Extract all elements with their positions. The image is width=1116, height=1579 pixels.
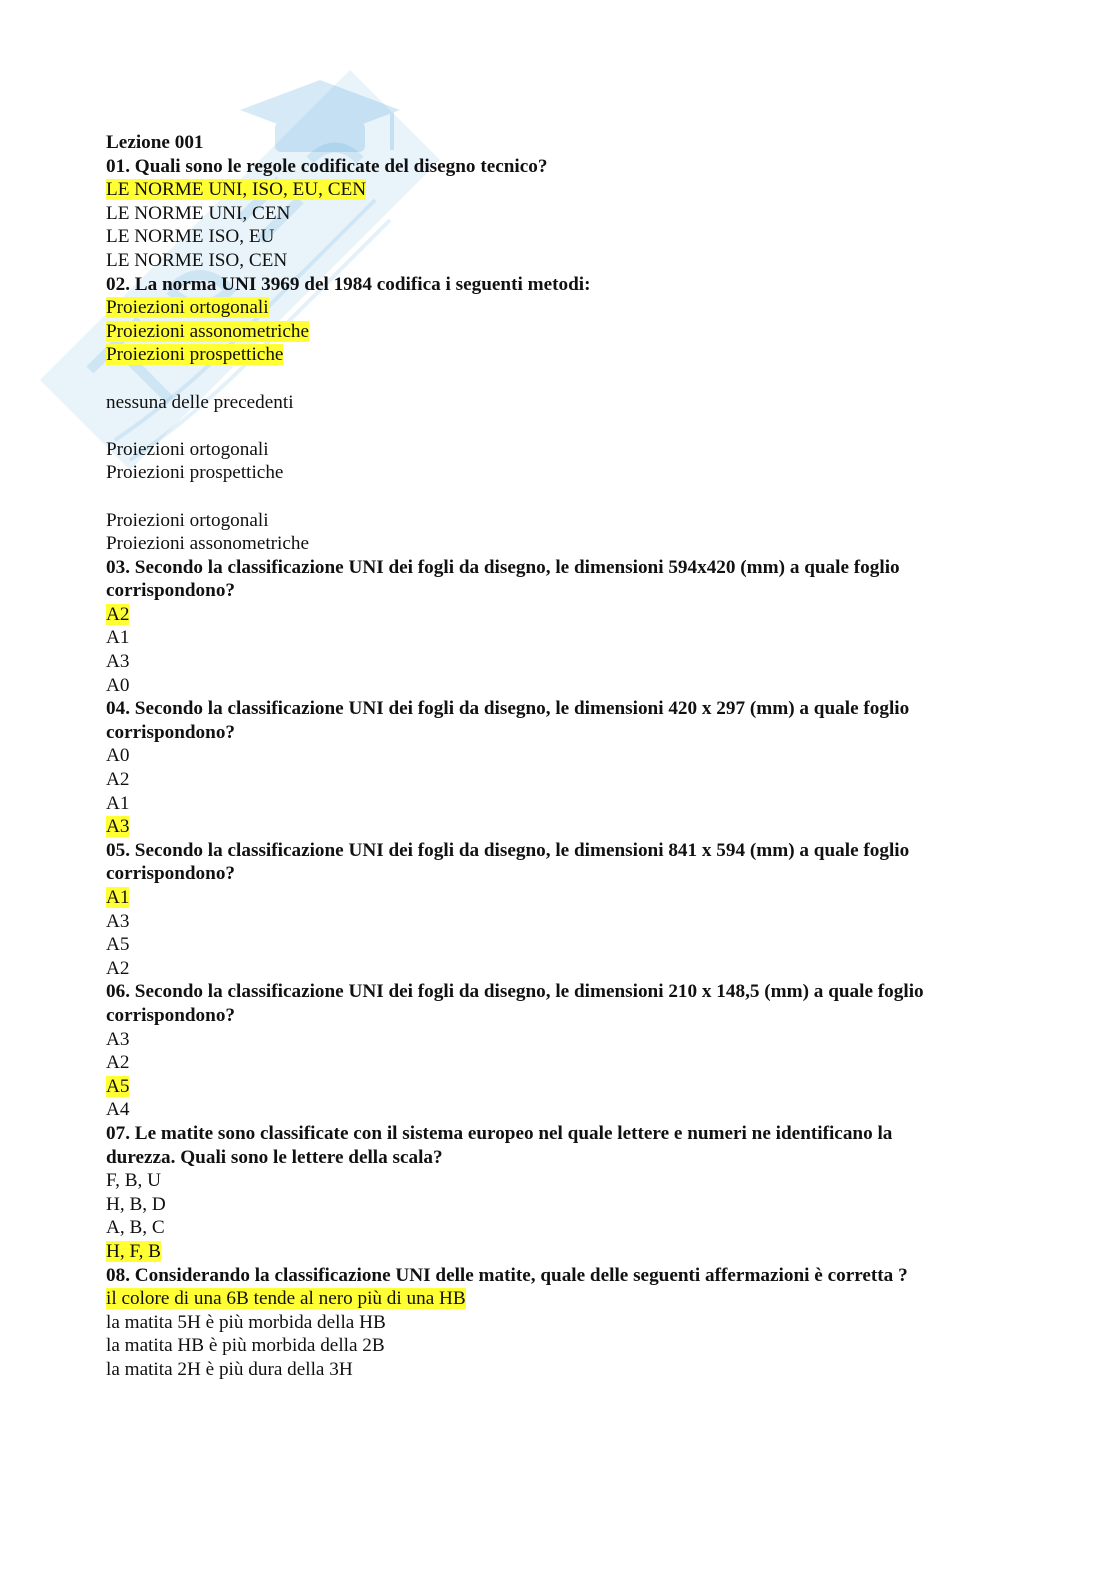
question-05-continued: corrispondono? [106,863,236,885]
answer-option: A1 [106,627,130,649]
answer-option: A5 [106,934,130,956]
answer-option [106,178,1006,202]
question-07: 07. Le matite sono classificate con il sistema europeo nel quale lettere e numeri ne identificano la [106,1122,893,1144]
question-06: 06. Secondo la classificazione UNI dei fogli da disegno, le dimensioni 210 x 148,5 (mm) a quale foglio [106,981,924,1003]
answer-option [106,886,1006,910]
question-04: 04. Secondo la classificazione UNI dei fogli da disegno, le dimensioni 420 x 297 (mm) a quale foglio [106,698,910,720]
question-03: 03. Secondo la classificazione UNI dei fogli da disegno, le dimensioni 594x420 (mm) a quale foglio [106,556,900,578]
answer-option: A2 [106,769,130,791]
answer-option [106,1240,1006,1264]
question-05: 05. Secondo la classificazione UNI dei fogli da disegno, le dimensioni 841 x 594 (mm) a quale foglio [106,839,910,861]
answer-option [106,815,1006,839]
answer-option [106,320,1006,344]
answer-option: A0 [106,745,130,767]
answer-option: Proiezioni ortogonali [106,509,269,531]
question-03-continued: corrispondono? [106,580,236,602]
answer-option: Proiezioni ortogonali [106,438,269,460]
answer-option: la matita HB è più morbida della 2B [106,1335,385,1357]
answer-option [106,1075,1006,1099]
answer-option: LE NORME ISO, EU [106,226,275,248]
answer-option: A4 [106,1099,130,1121]
question-06-continued: corrispondono? [106,1004,236,1026]
question-08: 08. Considerando la classificazione UNI delle matite, quale delle seguenti affermazioni è corretta ? [106,1264,908,1286]
question-04-continued: corrispondono? [106,721,236,743]
answer-option [106,296,1006,320]
answer-option [106,343,1006,367]
answer-option: A3 [106,1028,130,1050]
question-07-continued: durezza. Quali sono le lettere della scala? [106,1146,443,1168]
answer-option [106,1287,1006,1311]
answer-option: A1 [106,792,130,814]
answer-option [106,603,1006,627]
answer-option: Proiezioni prospettiche [106,462,284,484]
answer-option: A2 [106,957,130,979]
answer-option: H, B, D [106,1193,166,1215]
answer-option: LE NORME ISO, CEN [106,249,288,271]
answer-option: A, B, C [106,1217,165,1239]
correct-answer: LE NORME UNI, ISO, EU, CEN [106,179,367,201]
answer-option: A0 [106,674,130,696]
answer-option: A3 [106,651,130,673]
question-01: 01. Quali sono le regole codificate del disegno tecnico? [106,155,548,177]
answer-option: nessuna delle precedenti [106,391,294,413]
blank-line [106,414,1006,438]
correct-answer: Proiezioni prospettiche [106,344,284,366]
correct-answer: A1 [106,887,130,908]
correct-answer: il colore di una 6B tende al nero più di una HB [106,1288,466,1310]
blank-line [106,367,1006,391]
answer-option: la matita 2H è più dura della 3H [106,1358,353,1380]
answer-option: F, B, U [106,1170,161,1192]
document-body [106,131,1006,1381]
correct-answer: A5 [106,1075,130,1097]
correct-answer: Proiezioni ortogonali [106,297,269,319]
answer-option: A3 [106,910,130,932]
question-02: 02. La norma UNI 3969 del 1984 codifica i seguenti metodi: [106,273,591,295]
blank-line [106,485,1006,509]
correct-answer: A3 [106,816,130,838]
answer-option: A2 [106,1052,130,1074]
correct-answer: Proiezioni assonometriche [106,320,310,342]
answer-option: LE NORME UNI, CEN [106,202,291,224]
correct-answer: A2 [106,603,130,625]
answer-option: la matita 5H è più morbida della HB [106,1311,386,1333]
answer-option: Proiezioni assonometriche [106,533,310,555]
lesson-title: Lezione 001 [106,132,204,153]
correct-answer: H, F, B [106,1240,161,1262]
